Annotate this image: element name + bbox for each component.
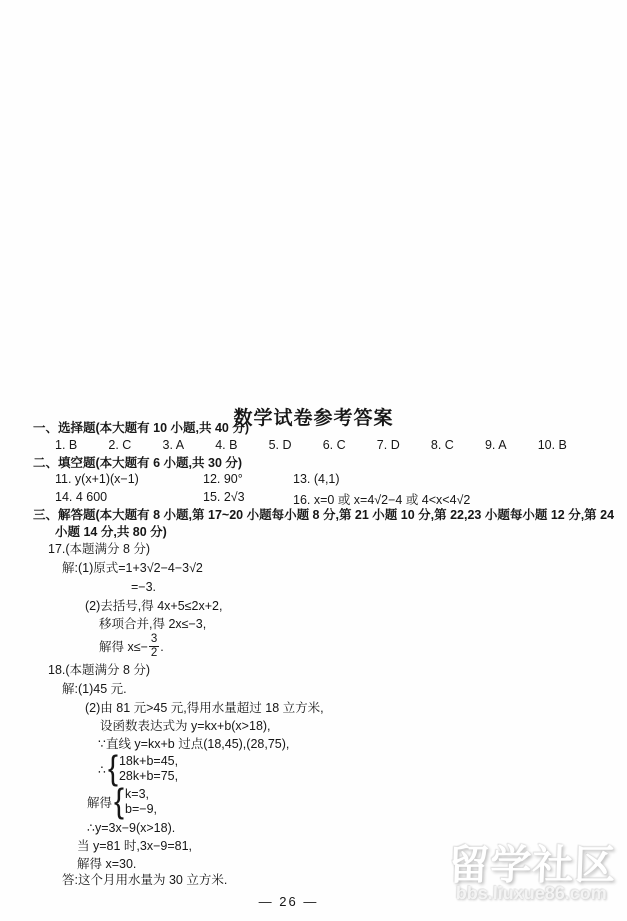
system-equations: 18k+b=45, 28k+b=75, [118, 754, 179, 783]
q17-title: 17.(本题满分 8 分) [48, 542, 151, 556]
q18-equation-system-2 [87, 782, 158, 821]
answer-item: 10. B [537, 438, 567, 452]
q18-title: 18.(本题满分 8 分) [48, 663, 151, 677]
left-brace: { [114, 782, 125, 821]
q18-solution-line: ∴y=3x−9(x>18). [87, 821, 176, 835]
answer-item: 13. (4,1) [293, 472, 340, 486]
answer-item: 5. D [268, 438, 292, 452]
answer-item: 2. C [108, 438, 132, 452]
fraction-prefix: 解得 x≤− [99, 640, 148, 654]
section2-heading: 二、填空题(本大题有 6 小题,共 30 分) [33, 456, 243, 470]
section2-row2 [55, 490, 470, 508]
answer-item: 4. B [215, 438, 238, 452]
q17-solution-line: =−3. [131, 580, 157, 594]
therefore-symbol: ∴ [98, 762, 106, 777]
section2-row1 [55, 472, 340, 486]
fraction-suffix: . [160, 640, 164, 654]
answer-item: 11. y(x+1)(x−1) [55, 472, 139, 486]
q18-solution-line: (2)由 81 元>45 元,得用水量超过 18 立方米, [85, 701, 324, 715]
left-brace: { [107, 749, 118, 788]
answer-item: 12. 90° [203, 472, 243, 486]
section3-heading-line1: 三、解答题(本大题有 8 小题,第 17~20 小题每小题 8 分,第 21 小题 10 分,第 22,23 小题每小题 12 分,第 24 [33, 508, 615, 522]
q18-solution-line: 设函数表达式为 y=kx+b(x>18), [100, 719, 271, 733]
q18-solution-line: ∵直线 y=kx+b 过点(18,45),(28,75), [98, 737, 290, 751]
q17-solution-line-fraction [99, 634, 164, 660]
answer-item: 3. A [162, 438, 185, 452]
q18-equation-system-1 [98, 749, 179, 788]
q18-answer-line: 答:这个月用水量为 30 立方米. [62, 873, 228, 887]
system-solutions: k=3, b=−9, [125, 787, 158, 816]
answer-item: 14. 4 600 [55, 490, 108, 504]
page-number: — 26 — [258, 894, 319, 909]
answer-item: 1. B [55, 438, 78, 452]
q17-solution-line: 解:(1)原式=1+3√2−4−3√2 [62, 561, 203, 575]
answer-item: 7. D [376, 438, 400, 452]
q17-solution-line: (2)去括号,得 4x+5≤2x+2, [85, 599, 223, 613]
section1-heading: 一、选择题(本大题有 10 小题,共 40 分) [33, 421, 249, 435]
section1-answers [55, 438, 567, 452]
fraction: $\frac{3}{2}$ [150, 633, 158, 659]
page-title: 数学试卷参考答案 [233, 407, 394, 429]
q18-solution-line: 当 y=81 时,3x−9=81, [77, 839, 193, 853]
q18-solution-line: 解:(1)45 元. [62, 682, 127, 696]
solve-label: 解得 [87, 796, 113, 810]
answer-item: 9. A [484, 438, 507, 452]
section3-heading-line2: 小题 14 分,共 80 分) [55, 525, 167, 539]
answer-item: 6. C [322, 438, 346, 452]
q17-solution-line: 移项合并,得 2x≤−3, [99, 617, 207, 631]
q18-solution-line: 解得 x=30. [77, 857, 137, 871]
watermark-url: bbs.liuxue86.com [455, 883, 608, 904]
answer-item: 16. x=0 或 x=4√2−4 或 4<x<4√2 [293, 493, 471, 507]
answer-item: 8. C [430, 438, 454, 452]
watermark-logo-text: 留学社区 [447, 842, 618, 888]
answer-item: 15. 2√3 [203, 490, 245, 504]
